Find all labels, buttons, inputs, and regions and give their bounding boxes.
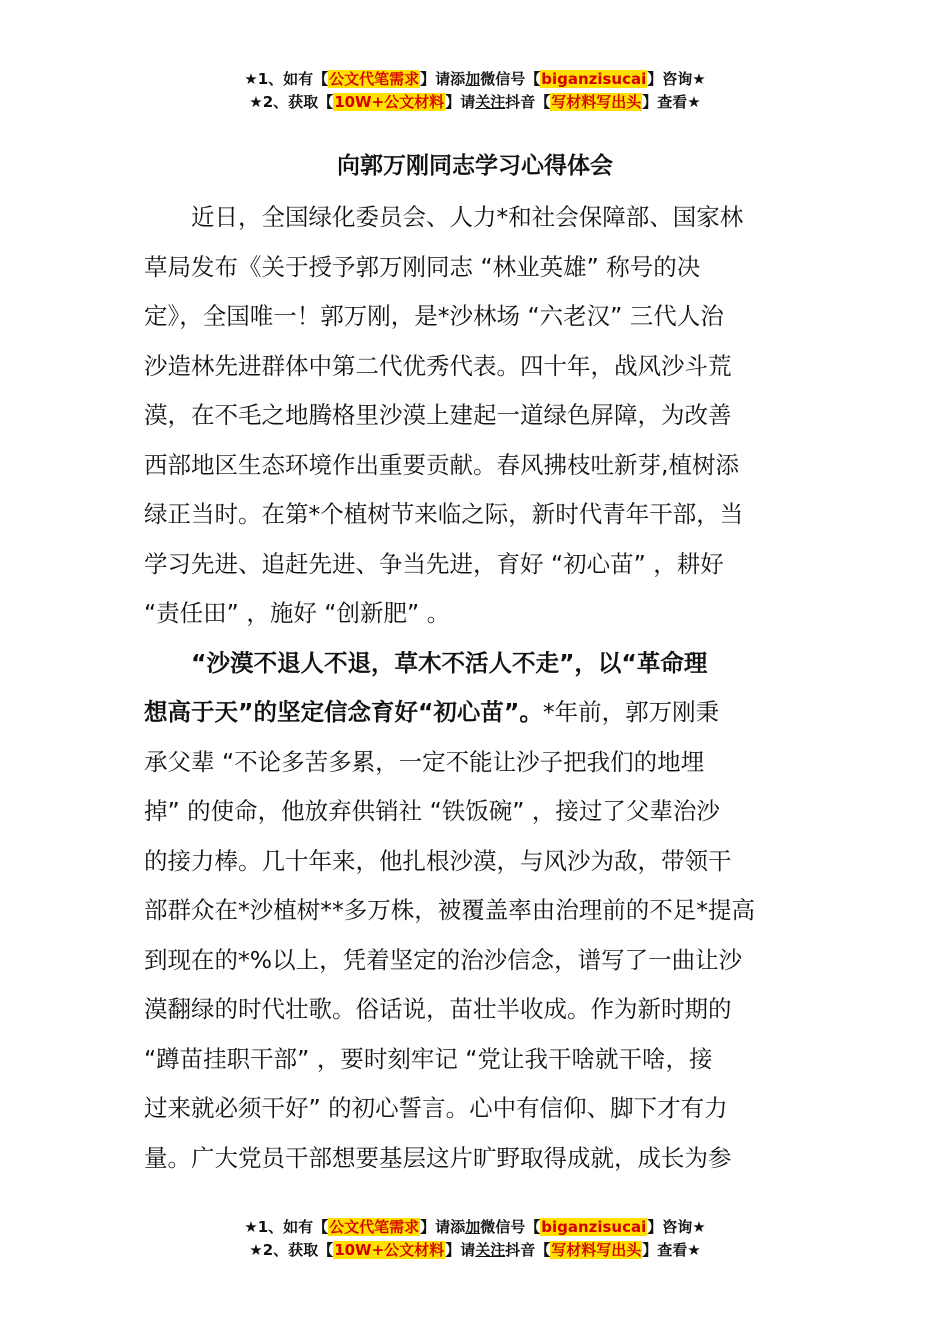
header-line-2 — [0, 91, 950, 114]
paragraph-line: 部群众在*沙植树**多万株，被覆盖率由治理前的不足*提高 — [144, 896, 755, 924]
paragraph-line: 沙造林先进群体中第二代优秀代表。四十年，战风沙斗荒 — [144, 351, 732, 380]
paragraph-text: *年前，郭万刚秉 — [542, 698, 720, 726]
paragraph-line: 学习先进、追赶先进、争当先进，育好 “初心苗” ，耕好 — [144, 549, 724, 578]
paragraph-line: 定》，全国唯一！郭万刚，是*沙林场 “六老汉” 三代人治 — [144, 302, 724, 330]
header-underlined-text: 加 — [465, 70, 481, 88]
header-highlight: 10W+公文材料 — [334, 93, 445, 111]
header-text: 】查看★ — [642, 93, 701, 111]
header-text: 抖音【 — [505, 93, 551, 111]
footer-banner — [0, 1216, 950, 1262]
section-heading-line: “沙漠不退人不退，草木不活人不走”，以“革命理 — [191, 648, 708, 677]
footer-line-1 — [0, 1216, 950, 1239]
paragraph-line: “责任田” ，施好 “创新肥” 。 — [144, 599, 451, 627]
paragraph-line: 近日，全国绿化委员会、人力*和社会保障部、国家林 — [191, 203, 744, 231]
footer-text: 微信号【 — [480, 1218, 541, 1236]
paragraph-line: 的接力棒。几十年来，他扎根沙漠，与风沙为敌，带领干 — [144, 846, 732, 875]
footer-line-2 — [0, 1239, 950, 1262]
header-line-1 — [0, 68, 950, 91]
page-title: 向郭万刚同志学习心得体会 — [337, 153, 613, 179]
footer-highlight: 公文代笔需求 — [329, 1218, 420, 1236]
header-text: 】请添 — [420, 70, 466, 88]
paragraph-line: 量。广大党员干部想要基层这片旷野取得成就，成长为参 — [144, 1143, 732, 1172]
footer-text: ★1、如有【 — [244, 1218, 329, 1236]
paragraph-line — [144, 688, 824, 738]
paragraph-line: 西部地区生态环境作出重要贡献。春风拂枝吐新芽,植树添 — [144, 450, 739, 479]
paragraph-line: 过来就必须干好” 的初心誓言。心中有信仰、脚下才有力 — [144, 1094, 728, 1122]
header-text: 】咨询★ — [647, 70, 706, 88]
header-highlight: 公文代笔需求 — [329, 70, 420, 88]
header-text: ★1、如有【 — [244, 70, 329, 88]
header-douyin-account: 写材料写出头 — [551, 93, 642, 111]
footer-text: 抖音【 — [505, 1241, 551, 1259]
paragraph-line: 到现在的*%以上，凭着坚定的治沙信念，谱写了一曲让沙 — [144, 945, 743, 974]
header-wechat-id: biganzisucai — [541, 70, 647, 88]
paragraph-line: 承父辈 “不论多苦多累，一定不能让沙子把我们的地埋 — [144, 747, 705, 776]
paragraph-line: 掉” 的使命，他放弃供销社 “铁饭碗” ，接过了父辈治沙 — [144, 797, 720, 825]
footer-text: 】请 — [445, 1241, 476, 1259]
header-text: 微信号【 — [480, 70, 541, 88]
footer-underlined-text: 加 — [465, 1218, 481, 1236]
footer-text: ★2、获取【 — [249, 1241, 334, 1259]
paragraph-line: 绿正当时。在第*个植树节来临之际，新时代青年干部，当 — [144, 500, 744, 528]
paragraph-line: 草局发布《关于授予郭万刚同志 “林业英雄” 称号的决 — [144, 252, 701, 281]
footer-wechat-id: biganzisucai — [541, 1218, 647, 1236]
paragraph-line: 漠翻绿的时代壮歌。俗话说，苗壮半收成。作为新时期的 — [144, 995, 732, 1023]
footer-highlight: 10W+公文材料 — [334, 1241, 445, 1259]
header-text: 】请 — [445, 93, 476, 111]
header-underlined-text: 关注 — [475, 93, 506, 111]
header-banner — [0, 68, 950, 114]
footer-underlined-text: 关注 — [475, 1241, 506, 1259]
header-text: ★2、获取【 — [249, 93, 334, 111]
footer-text: 】查看★ — [642, 1241, 701, 1259]
footer-text: 】请添 — [420, 1218, 466, 1236]
footer-text: 】咨询★ — [647, 1218, 706, 1236]
footer-douyin-account: 写材料写出头 — [551, 1241, 642, 1259]
section-heading-text: 想高于天”的坚定信念育好“初心苗”。 — [144, 698, 543, 726]
paragraph-line: 漠，在不毛之地腾格里沙漠上建起一道绿色屏障，为改善 — [144, 401, 732, 429]
paragraph-line: “蹲苗挂职干部” ，要时刻牢记 “党让我干啥就干啥，接 — [144, 1044, 713, 1073]
document-body — [144, 193, 824, 1183]
